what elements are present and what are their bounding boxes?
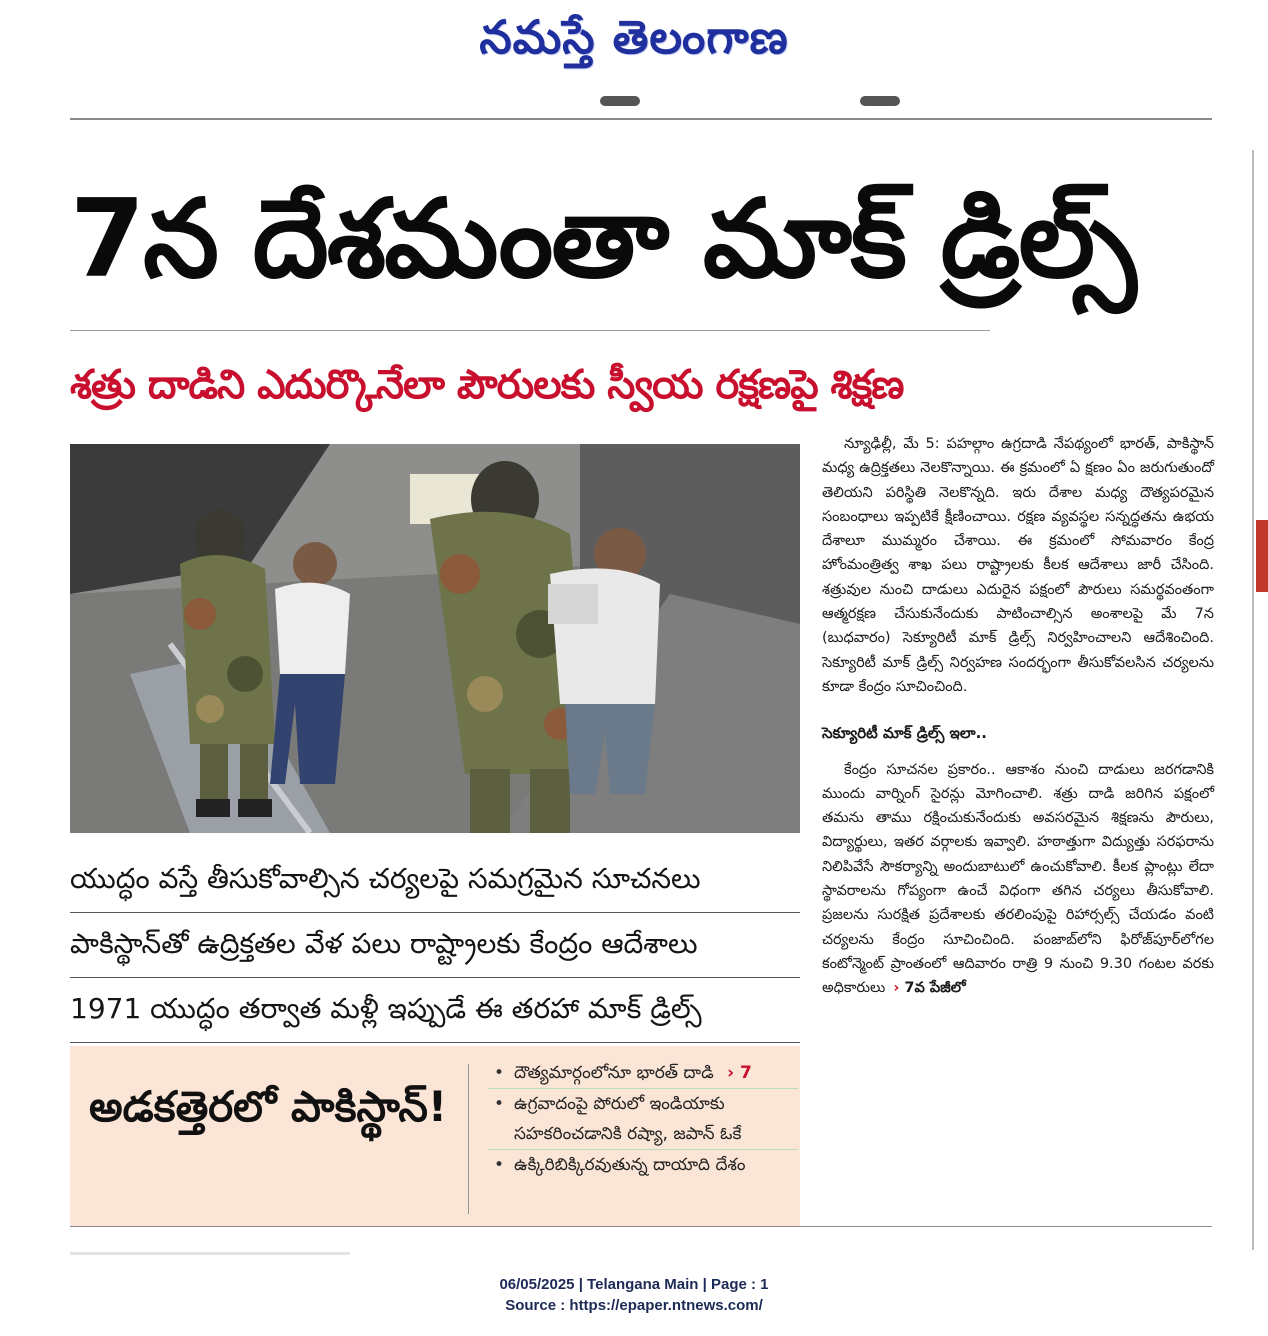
sidebar-box-item-text: ఉక్కిరిబిక్కిరవుతున్న దాయాది దేశం [514,1155,746,1175]
masthead-scrap-mark [860,96,900,106]
continued-on-label: 7వ పేజీలో [904,980,966,997]
key-point: పాకిస్థాన్‌తో ఉద్రిక్తతల వేళ పలు రాష్ట్రాలకు కేంద్రం ఆదేశాలు [70,913,800,978]
continued-on-link[interactable] [893,980,965,996]
main-headline: 7న దేశమంతా మాక్ డ్రిల్స్ [70,177,1135,302]
top-rule [70,118,1212,120]
right-margin-rule [1252,150,1254,1250]
sidebar-box-item-text: ఉగ్రవాదంపై పోరులో ఇండియాకు సహకరించడానికి రష్యా, జపాన్ ఓకే [514,1094,742,1144]
footer-edition-line: 06/05/2025 | Telangana Main | Page : 1 [499,1276,769,1293]
page-reference: › 7 [727,1063,752,1083]
key-point: 1971 యుద్ధం తర్వాత మళ్లీ ఇప్పుడే ఈ తరహా మాక్ డ్రిల్స్ [70,978,800,1043]
masthead-scrap-mark [600,96,640,106]
page-footer [0,1274,1268,1316]
sidebar-box-item [488,1150,798,1180]
news-photo [70,444,800,833]
bullet-icon: • [494,1094,505,1114]
sidebar-box-item-text: దౌత్యమార్గంలోనూ భారత్ దాడి [514,1063,714,1083]
sidebar-box-list [488,1058,798,1180]
newspaper-logo: నమస్తే తెలంగాణ [479,10,789,64]
headline-rule [70,330,990,331]
sidebar-box-title: అడకత్తెరలో పాకిస్థాన్! [89,1082,447,1131]
sidebar-box-item [488,1058,798,1089]
bottom-rule [70,1226,1212,1227]
section-heading: సెక్యూరిటీ మాక్ డ్రిల్స్ ఇలా.. [822,724,987,743]
sub-headline: శత్రు దాడిని ఎదుర్కొనేలా పౌరులకు స్వీయ రక్షణపై శిక్షణ [70,362,904,408]
arrow-right-icon: › [893,980,900,997]
page-edge-tab [1256,520,1268,592]
sidebar-box-divider [468,1064,469,1214]
masthead [0,0,1268,80]
bullet-icon: • [494,1155,505,1175]
sidebar-box [70,1046,800,1226]
mock-drill-photo-illustration [70,444,800,833]
sidebar-box-item [488,1089,798,1150]
section-paragraph-text: కేంద్రం సూచనల ప్రకారం.. ఆకాశం నుంచి దాడులు జరగడానికి ముందు వార్నింగ్ సైరన్లు మోగించాలి. శత్రు దాడి జరిగిన పక్షంలో తమను తాము రక్షించుకునేందుకు అవసరమైన శిక్షణను పౌరులు, విద్యార్థులు, ఇతర వర్గాలకు ఇవ్వాలి. హఠాత్తుగా విద్యుత్తు సరఫరాను నిలిపివేసే సౌకర్యాన్ని అందుబాటులో ఉంచుకోవాలి. కీలక ప్లాంట్లు లేదా స్థావరాలను గోప్యంగా ఉంచే విధంగా తగిన చర్యలు తీసుకోవాలి. ప్రజలను సురక్షిత ప్రదేశాలకు తరలింపుపై రిహార్సల్స్ చేయడం వంటి చర్యలను కేంద్రం సూచించింది. పంజాబ్‌లోని ఫిరోజ్‌పూర్‌లోగల కంటోన్మెంట్ ప్రాంతంలో ఆదివారం రాత్రి 9 నుంచి 9.30 గంటల వరకు అధికారులు [822,761,1214,997]
article-body-column [822,432,1214,1001]
footer-source-line: Source : https://epaper.ntnews.com/ [505,1297,763,1314]
key-points [70,848,800,1043]
article-section-paragraph [822,758,1214,1001]
bullet-icon: • [494,1063,505,1083]
article-body-paragraph: న్యూఢిల్లీ, మే 5: పహల్గాం ఉగ్రదాడి నేపథ్యంలో భారత్, పాకిస్థాన్ మధ్య ఉద్రిక్తతలు నెలకొన్నాయి. ఈ క్రమంలో ఏ క్షణం ఏం జరుగుతుందో తెలియని పరిస్థితి నెలకొన్నది. ఇరు దేశాల మధ్య దౌత్యపరమైన సంబంధాలు ఇప్పటికే క్షీణించాయి. రక్షణ వ్యవస్థల సన్నద్ధతను ఉభయ దేశాలూ ముమ్మరం చేశాయి. ఈ క్రమంలో సోమవారం కేంద్ర హోంమంత్రిత్వ శాఖ పలు రాష్ట్రాలకు కీలక ఆదేశాలు జారీ చేసింది. శత్రువుల నుంచి దాడులు ఎదురైన పక్షంలో పౌరులు సమర్థవంతంగా ఆత్మరక్షణ చేసుకునేందుకు పాటించాల్సిన అంశాలపై మే 7న (బుధవారం) సెక్యూరిటీ మాక్ డ్రిల్స్ నిర్వహించాలని ఆదేశించింది. సెక్యూరిటీ మాక్ డ్రిల్స్ నిర్వహణ సందర్భంగా తీసుకోవలసిన చర్యలను కూడా కేంద్రం సూచించింది. [822,436,1214,695]
bottom-rule-faint [70,1252,350,1255]
key-point: యుద్ధం వస్తే తీసుకోవాల్సిన చర్యలపై సమగ్రమైన సూచనలు [70,848,800,913]
